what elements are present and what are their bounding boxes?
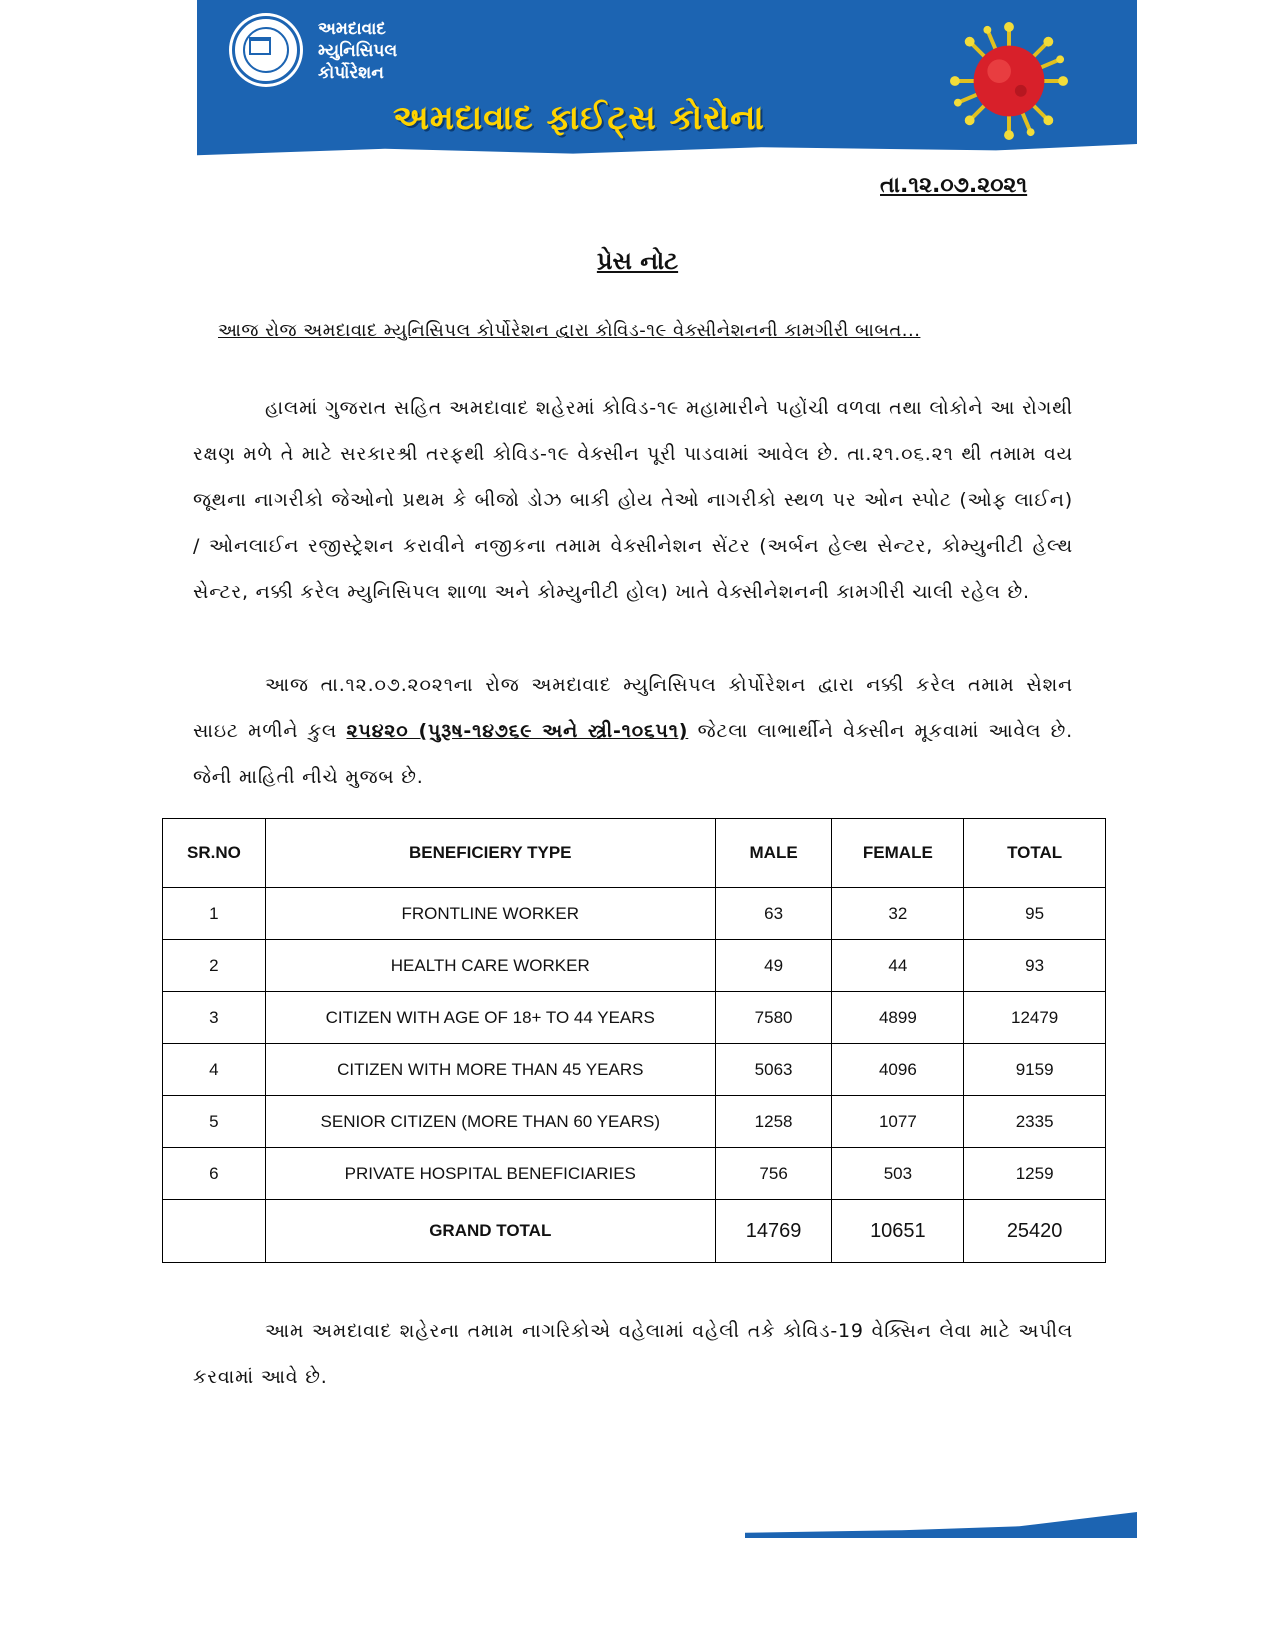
grand-total-row	[163, 1200, 1106, 1263]
cell-beneficiary-type: CITIZEN WITH AGE OF 18+ TO 44 YEARS	[265, 992, 715, 1044]
summary-text-before: આજ તા.૧૨.૦૭.૨૦૨૧ના રોજ અમદાવાદ મ્યુનિસિપલ કોર્પોરેશન દ્વારા નક્કી કરેલ તમામ સેશન સાઇટ મળીને કુલ	[193, 674, 1073, 742]
cell-male: 5063	[715, 1044, 832, 1096]
table-row	[163, 940, 1106, 992]
cell-total: 95	[964, 888, 1106, 940]
org-line-2: મ્યુનિસિપલ	[318, 41, 398, 61]
cell-female: 32	[832, 888, 964, 940]
vaccination-table	[162, 818, 1106, 1263]
press-note-subject: આજ રોજ અમદાવાદ મ્યુનિસિપલ કોર્પોરેશન દ્વારા કોવિડ-૧૯ વેક્સીનેશનની કામગીરી બાબત...	[218, 320, 921, 341]
table-row	[163, 1044, 1106, 1096]
press-note-heading: પ્રેસ નોટ	[596, 247, 679, 275]
press-note-date: તા.૧૨.૦૭.૨૦૨૧	[880, 173, 1028, 198]
grand-total-male: 14769	[715, 1200, 832, 1263]
cell-male: 7580	[715, 992, 832, 1044]
footer-stripe	[745, 1512, 1137, 1538]
header-male: MALE	[715, 819, 832, 888]
cell-total: 93	[964, 940, 1106, 992]
grand-total-all: 25420	[964, 1200, 1106, 1263]
cell-female: 1077	[832, 1096, 964, 1148]
table-row	[163, 1148, 1106, 1200]
org-line-3: કોર્પોરેશન	[318, 63, 384, 83]
org-line-1: અમદાવાદ	[318, 19, 386, 39]
coronavirus-icon	[950, 22, 1068, 140]
cell-total: 2335	[964, 1096, 1106, 1148]
header-total: TOTAL	[964, 819, 1106, 888]
header-female: FEMALE	[832, 819, 964, 888]
cell-total: 1259	[964, 1148, 1106, 1200]
cell-beneficiary-type: SENIOR CITIZEN (MORE THAN 60 YEARS)	[265, 1096, 715, 1148]
cell-female: 4899	[832, 992, 964, 1044]
amc-logo-seal	[232, 16, 300, 84]
cell-sr-no: 4	[163, 1044, 266, 1096]
header-beneficiary-type: BENEFICIERY TYPE	[265, 819, 715, 888]
paragraph-intro: હાલમાં ગુજરાત સહિત અમદાવાદ શહેરમાં કોવિડ-૧૯ મહામારીને પહોંચી વળવા તથા લોકોને આ રોગથી રક્ષણ મળે તે માટે સરકારશ્રી તરફથી કોવિડ-૧૯ વેક્સીન પૂરી પાડવામાં આવેલ છે. તા.૨૧.૦૬.૨૧ થી તમામ વય જૂથના નાગરીકો જેઓનો પ્રથમ કે બીજો ડોઝ બાકી હોય તેઓ નાગરીકો સ્થળ પર ઓન સ્પોટ (ઓફ લાઈન) / ઓનલાઈન રજીસ્ટ્રેશન કરાવીને નજીકના તમામ વેક્સીનેશન સેંટર (અર્બન હેલ્થ સેન્ટર, કોમ્યુનીટી હેલ્થ સેન્ટર, નક્કી કરેલ મ્યુનિસિપલ શાળા અને કોમ્યુનીટી હોલ) ખાતે વેક્સીનેશનની કામગીરી ચાલી રહેલ છે.	[193, 397, 1073, 603]
summary-highlight: ૨૫૪૨૦ (પુરૂષ-૧૪૭૬૯ અને સ્ત્રી-૧૦૬૫૧)	[346, 720, 689, 742]
cell-beneficiary-type: FRONTLINE WORKER	[265, 888, 715, 940]
cell-female: 503	[832, 1148, 964, 1200]
paragraph-appeal: આમ અમદાવાદ શહેરના તમામ નાગરિકોએ વહેલામાં વહેલી તકે કોવિડ-19 વેક્સિન લેવા માટે અપીલ કરવામાં આવે છે.	[193, 1320, 1073, 1388]
cell-sr-no: 1	[163, 888, 266, 940]
logo-building-icon	[249, 37, 271, 55]
cell-beneficiary-type: PRIVATE HOSPITAL BENEFICIARIES	[265, 1148, 715, 1200]
paragraph-summary	[193, 662, 1073, 800]
org-name	[318, 18, 397, 84]
cell-sr-no-empty	[163, 1200, 266, 1263]
cell-sr-no: 3	[163, 992, 266, 1044]
summary-text-after: જેટલા લાભાર્થીને વેક્સીન મૂકવામાં આવેલ છે. જેની માહિતી નીચે મુજબ છે.	[193, 720, 1073, 788]
cell-beneficiary-type: CITIZEN WITH MORE THAN 45 YEARS	[265, 1044, 715, 1096]
cell-male: 63	[715, 888, 832, 940]
banner-title: અમદાવાદ ફાઈટ્સ કોરોના	[393, 98, 765, 138]
cell-male: 49	[715, 940, 832, 992]
cell-male: 756	[715, 1148, 832, 1200]
cell-sr-no: 2	[163, 940, 266, 992]
cell-beneficiary-type: HEALTH CARE WORKER	[265, 940, 715, 992]
table-row	[163, 1096, 1106, 1148]
cell-sr-no: 5	[163, 1096, 266, 1148]
cell-male: 1258	[715, 1096, 832, 1148]
cell-female: 44	[832, 940, 964, 992]
grand-total-label: GRAND TOTAL	[265, 1200, 715, 1263]
header-sr-no: SR.NO	[163, 819, 266, 888]
cell-total: 12479	[964, 992, 1106, 1044]
grand-total-female: 10651	[832, 1200, 964, 1263]
cell-sr-no: 6	[163, 1148, 266, 1200]
table-header-row	[163, 819, 1106, 888]
table-row	[163, 992, 1106, 1044]
cell-female: 4096	[832, 1044, 964, 1096]
table-row	[163, 888, 1106, 940]
cell-total: 9159	[964, 1044, 1106, 1096]
